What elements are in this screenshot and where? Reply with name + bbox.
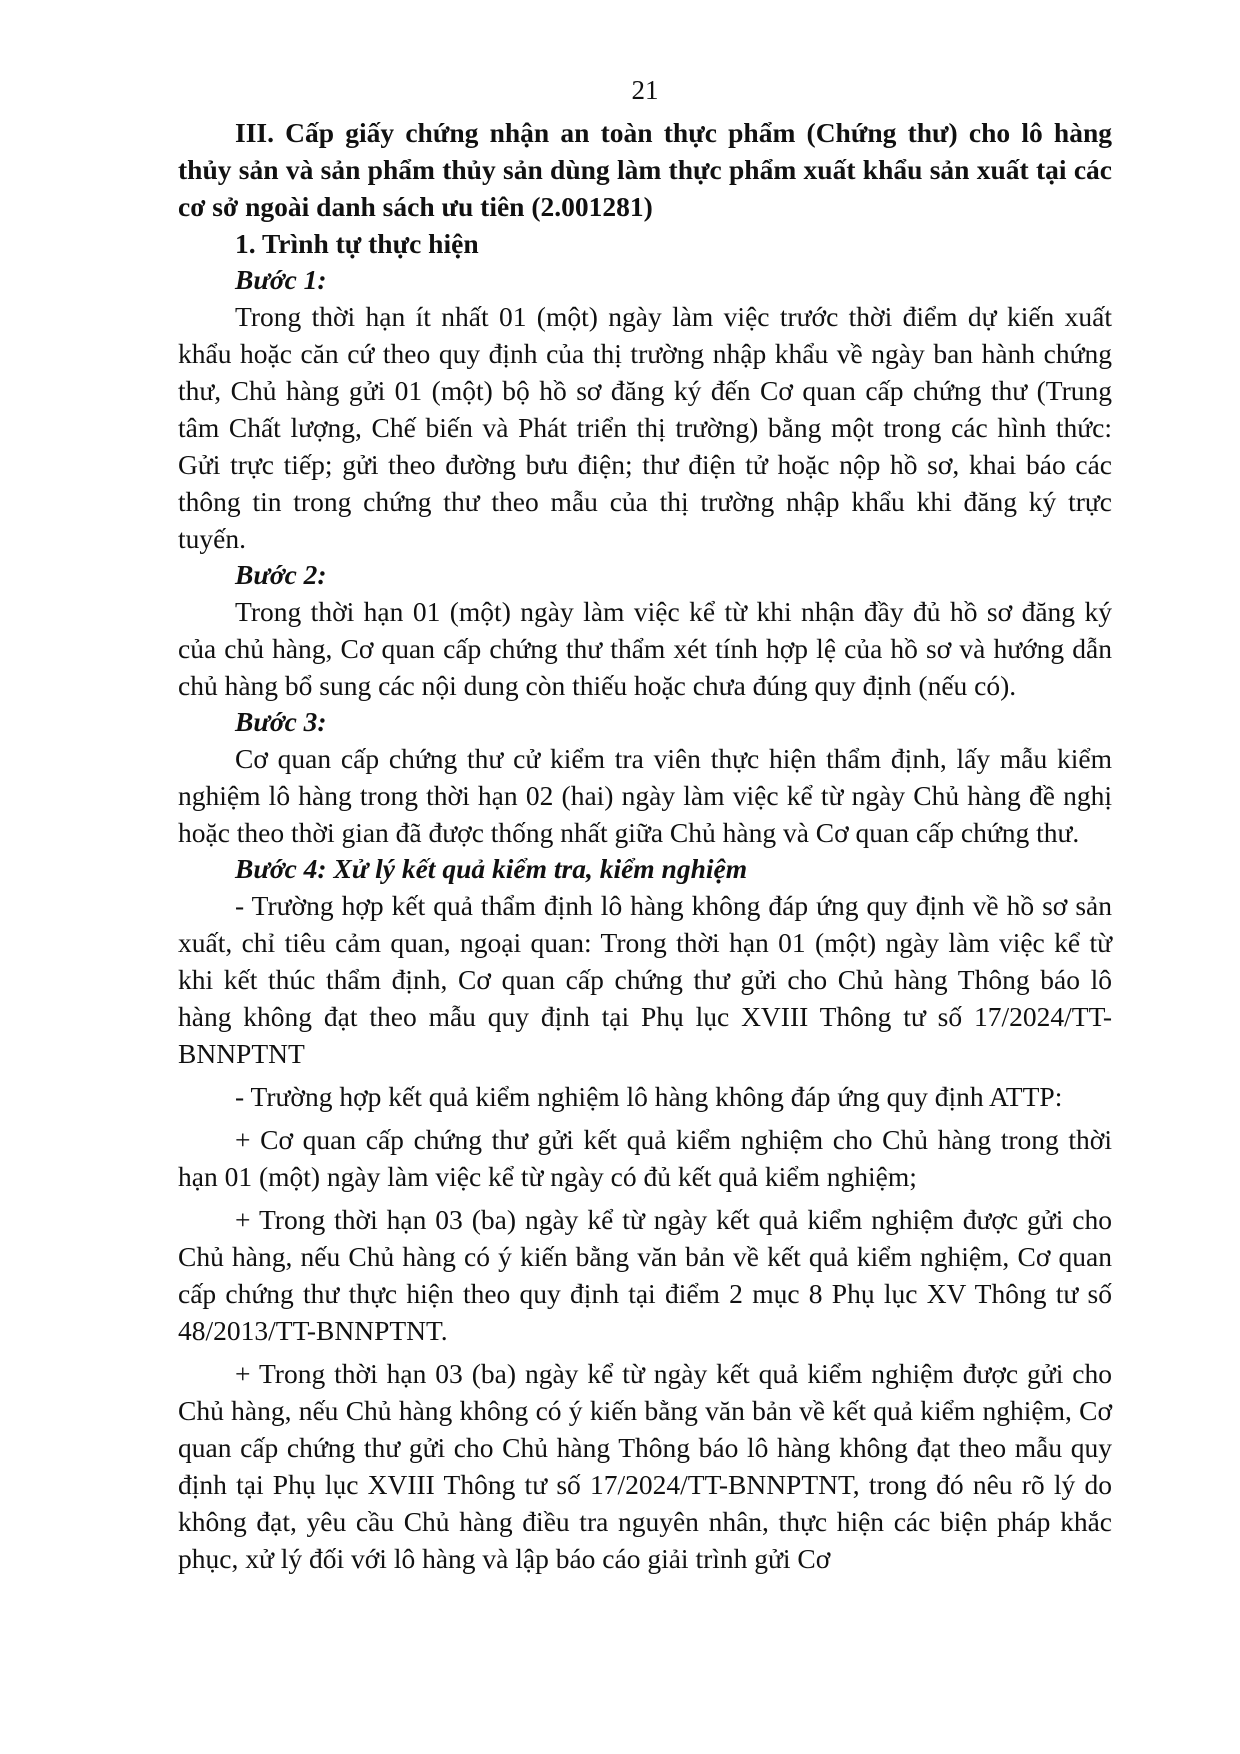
subsection-title: 1. Trình tự thực hiện bbox=[235, 228, 479, 259]
step-4-paragraph-objection: + Trong thời hạn 03 (ba) ngày kể từ ngày kết quả kiểm nghiệm được gửi cho Chủ hàng, nếu Chủ hàng có ý kiến bằng văn bản về kết quả kiểm nghiệm, Cơ quan cấp chứng thư thực hiện theo quy định tại điểm 2 mục 8 Phụ lục XV Thông tư số 48/2013/TT-BNNPTNT. bbox=[178, 1204, 1112, 1346]
step-1-label: Bước 1: bbox=[235, 264, 327, 295]
step-4-paragraph-send-results: + Cơ quan cấp chứng thư gửi kết quả kiểm nghiệm cho Chủ hàng trong thời hạn 01 (một) ngày làm việc kể từ ngày có đủ kết quả kiểm nghiệm; bbox=[178, 1124, 1112, 1192]
section-title: III. Cấp giấy chứng nhận an toàn thực phẩm (Chứng thư) cho lô hàng thủy sản và sản phẩm thủy sản dùng làm thực phẩm xuất khẩu sản xuất tại các cơ sở ngoài danh sách ưu tiên (2.001281) bbox=[178, 117, 1112, 222]
document-page bbox=[178, 70, 1112, 1577]
step-2-label: Bước 2: bbox=[235, 559, 327, 590]
step-2-paragraph: Trong thời hạn 01 (một) ngày làm việc kể từ khi nhận đầy đủ hồ sơ đăng ký của chủ hàng, Cơ quan cấp chứng thư thẩm xét tính hợp lệ của hồ sơ và hướng dẫn chủ hàng bổ sung các nội dung còn thiếu hoặc chưa đúng quy định (nếu có). bbox=[178, 596, 1112, 701]
step-3-paragraph: Cơ quan cấp chứng thư cử kiểm tra viên thực hiện thẩm định, lấy mẫu kiểm nghiệm lô hàng trong thời hạn 02 (hai) ngày làm việc kể từ ngày Chủ hàng đề nghị hoặc theo thời gian đã được thống nhất giữa Chủ hàng và Cơ quan cấp chứng thư. bbox=[178, 743, 1112, 848]
step-4-paragraph-inspection-fail: - Trường hợp kết quả thẩm định lô hàng không đáp ứng quy định về hồ sơ sản xuất, chỉ tiêu cảm quan, ngoại quan: Trong thời hạn 01 (một) ngày làm việc kể từ khi kết thúc thẩm định, Cơ quan cấp chứng thư gửi cho Chủ hàng Thông báo lô hàng không đạt theo mẫu quy định tại Phụ lục XVIII Thông tư số 17/2024/TT-BNNPTNT bbox=[178, 890, 1112, 1069]
step-4-paragraph-testing-fail: - Trường hợp kết quả kiểm nghiệm lô hàng không đáp ứng quy định ATTP: bbox=[235, 1081, 1063, 1112]
page-number: 21 bbox=[631, 75, 659, 105]
step-1-paragraph: Trong thời hạn ít nhất 01 (một) ngày làm việc trước thời điểm dự kiến xuất khẩu hoặc căn cứ theo quy định của thị trường nhập khẩu về ngày ban hành chứng thư, Chủ hàng gửi 01 (một) bộ hồ sơ đăng ký đến Cơ quan cấp chứng thư (Trung tâm Chất lượng, Chế biến và Phát triển thị trường) bằng một trong các hình thức: Gửi trực tiếp; gửi theo đường bưu điện; thư điện tử hoặc nộp hồ sơ, khai báo các thông tin trong chứng thư theo mẫu của thị trường nhập khẩu khi đăng ký trực tuyến. bbox=[178, 301, 1112, 554]
step-4-paragraph-no-objection: + Trong thời hạn 03 (ba) ngày kể từ ngày kết quả kiểm nghiệm được gửi cho Chủ hàng, nếu Chủ hàng không có ý kiến bằng văn bản về kết quả kiểm nghiệm, Cơ quan cấp chứng thư gửi cho Chủ hàng Thông báo lô hàng không đạt theo mẫu quy định tại Phụ lục XVIII Thông tư số 17/2024/TT-BNNPTNT, trong đó nêu rõ lý do không đạt, yêu cầu Chủ hàng điều tra nguyên nhân, thực hiện các biện pháp khắc phục, xử lý đối với lô hàng và lập báo cáo giải trình gửi Cơ bbox=[178, 1358, 1112, 1574]
step-3-label: Bước 3: bbox=[235, 706, 327, 737]
step-4-label: Bước 4: Xử lý kết quả kiểm tra, kiểm nghiệm bbox=[235, 853, 748, 884]
